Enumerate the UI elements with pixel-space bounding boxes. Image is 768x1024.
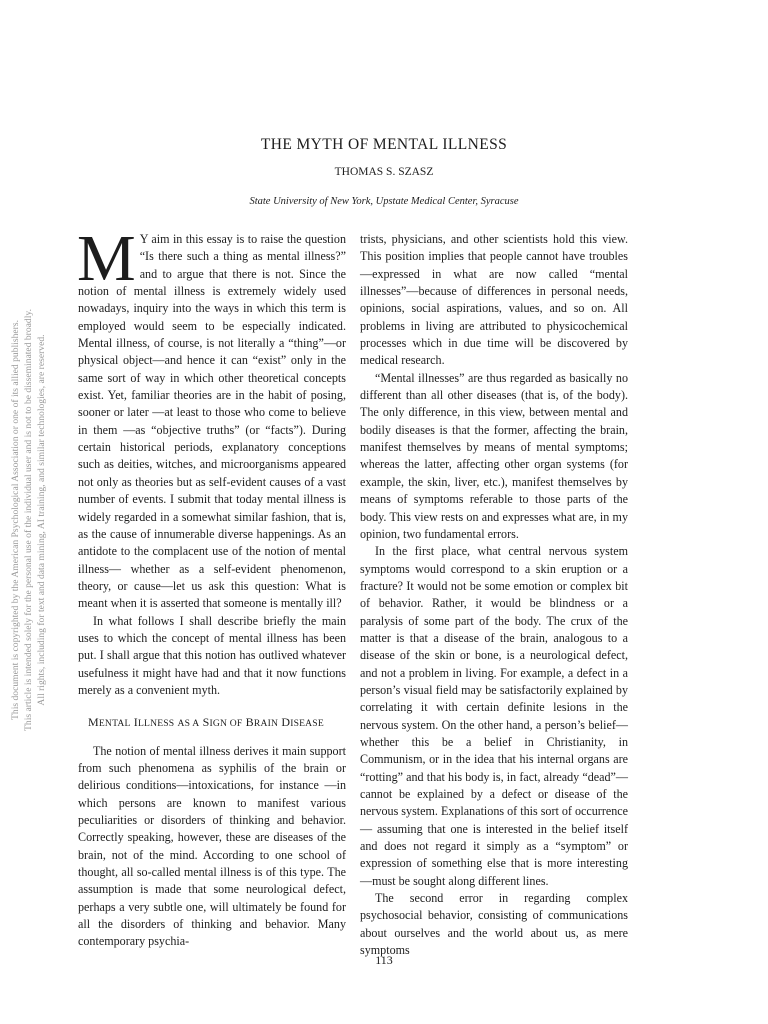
paragraph: In what follows I shall describe briefly the main uses to which the concept of mental illness has been put. I shall argue that this notion has outlived whatever usefulness it might have had and that it now functions merely as a convenient myth.	[78, 613, 346, 697]
copyright-line-3: All rights, including for text and data mining, AI training, and similar technologies, are reserved.	[36, 334, 47, 706]
drop-cap: M	[77, 222, 136, 295]
copyright-notice	[9, 164, 55, 876]
paragraph: trists, physicians, and other scientists hold this view. This position implies that people cannot have troubles—expressed in what are now called “mental illnesses”—because of differences in personal needs, opinions, social aspirations, values, and so on. All problems in living are attributed to physicochemical processes which in due time will be discovered by medical research.	[360, 232, 628, 368]
opening-paragraph-text: Y aim in this essay is to raise the question “Is there such a thing as mental illness?” and to argue that there is not. Since the notion of mental illness is extremely widely used nowadays, inquiry into the ways in which this term is employed would seem to be especially indicated. Mental illness, of course, is not literally a “thing”—or physical object—and hence it can “exist” only in the same sort of way in which other theoretical concepts exist. Yet, familiar theories are in the habit of posing, sooner or later —at least to those who come to believe in them —as “objective truths” (or “facts”). During certain historical periods, explanatory conceptions such as deities, witches, and microorganisms appeared not only as theories but as self-evident causes of a vast number of events. I submit that today mental illness is widely regarded in a somewhat similar fashion, that is, as the cause of innumerable diverse happenings. As an antidote to the complacent use of the notion of mental illness— whether as a self-evident phenomenon, theory, or cause—let us ask this question: What is meant when it is asserted that someone is mentally ill?	[78, 232, 346, 611]
copyright-line-2: This article is intended solely for the personal use of the individual user and is not to be disseminated broadly.	[23, 309, 34, 731]
paragraph: The second error in regarding complex psychosocial behavior, consisting of communications about ourselves and the world about us, as mere symptoms	[360, 891, 628, 958]
page-number: 113	[375, 953, 393, 967]
author-affiliation: State University of New York, Upstate Medical Center, Syracuse	[249, 196, 519, 207]
opening-paragraph	[77, 222, 346, 613]
article-title: THE MYTH OF MENTAL ILLNESS	[260, 136, 508, 153]
right-column	[360, 231, 628, 959]
paragraph: The notion of mental illness derives it main support from such phenomena as syphilis of the brain or delirious conditions—intoxications, for instance —in which persons are known to manifest various peculiarities or disorders of thinking and behavior. Correctly speaking, however, these are diseases of the brain, not of the mind. According to one school of thought, all so-called mental illness is of this type. The assumption is made that some neurological defect, perhaps a very subtle one, will ultimately be found for all the disorders of thinking and behavior. Many contemporary psychia-	[78, 743, 346, 949]
paragraph: “Mental illnesses” are thus regarded as basically no different than all other diseases (that is, of the body). The only difference, in this view, between mental and bodily diseases is that the former, affecting the brain, manifest themselves by means of mental symptoms; whereas the latter, affecting other organ systems (for example, the skin, liver, etc.), manifest themselves by means of symptoms referable to those parts of the body. This view rests on and expresses what are, in my opinion, two fundamental errors.	[360, 370, 628, 541]
author-name: THOMAS S. SZASZ	[334, 166, 434, 178]
copyright-line-1: This document is copyrighted by the American Psychological Association or one of its allied publishers.	[10, 320, 21, 720]
section-heading: MENTAL ILLNESS AS A SIGN OF BRAIN DISEASE	[88, 715, 324, 730]
left-column	[77, 222, 346, 951]
paragraph: In the first place, what central nervous system symptoms would correspond to a skin eruption or a fracture? It would not be some emotion or complex bit of behavior. Rather, it would be blindness or a paralysis of some part of the body. The crux of the matter is that a disease of the brain, analogous to a disease of the skin or bone, is a neurological defect, and not a problem in living. For example, a defect in a person’s visual field may be satisfactorily explained by correlating it with certain definite lesions in the nervous system. On the other hand, a person’s belief—whether this be a belief in Christianity, in Communism, or in the idea that his internal organs are “rotting” and that his body is, in fact, already “dead”—cannot be explained by a defect or disease of the nervous system. Explanations of this sort of occurrence— assuming that one is interested in the belief itself and does not regard it simply as a “symptom” or expression of something else that is more interesting —must be sought along different lines.	[360, 544, 629, 888]
